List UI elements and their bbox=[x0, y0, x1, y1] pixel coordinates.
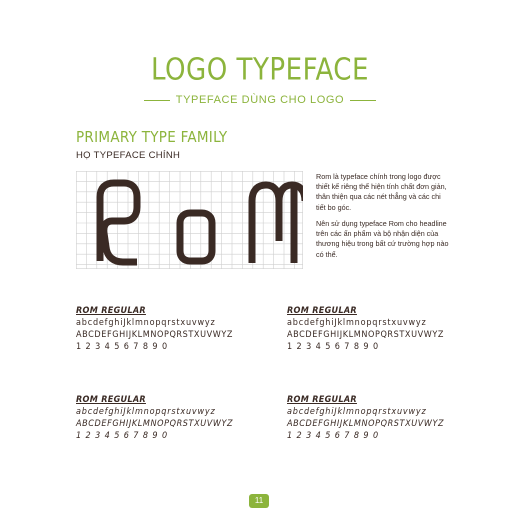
specimen-block-italic bbox=[76, 395, 236, 441]
specimen-uppercase: ABCDEFGHIJKLMNOPQRSTXUVWYZ bbox=[287, 330, 445, 340]
specimen-digits: 1234567890 bbox=[287, 431, 383, 441]
specimen-block-italic bbox=[287, 395, 447, 441]
specimen-uppercase: ABCDEFGHIJKLMNOPQRSTXUVWYZ bbox=[287, 419, 445, 429]
subtitle-rule-left bbox=[144, 100, 170, 101]
specimen-name: ROM REGULAR bbox=[76, 395, 146, 405]
specimen-uppercase: ABCDEFGHIJKLMNOPQRSTXUVWYZ bbox=[76, 330, 234, 340]
sample-word-text: RoM bbox=[76, 171, 79, 172]
subtitle-rule-right bbox=[350, 100, 376, 101]
logo-grid-specimen bbox=[76, 171, 303, 269]
specimen-lowercase: abcdefghiJklmnopqrstxuvwyz bbox=[287, 318, 427, 328]
specimen-name: ROM REGULAR bbox=[287, 395, 357, 405]
specimen-digits: 1234567890 bbox=[76, 431, 172, 441]
specimen-lowercase: abcdefghiJklmnopqrstxuvwyz bbox=[76, 407, 216, 417]
section-title: PRIMARY TYPE FAMILY bbox=[76, 128, 228, 146]
subtitle-row bbox=[0, 94, 520, 106]
description-paragraph-1: Rom là typeface chính trong logo được thiết kế riêng thể hiện tính chất đơn giản, thân thiện qua các nét thẳng và các chi tiết bo góc. bbox=[316, 172, 447, 212]
specimen-digits: 1234567890 bbox=[287, 342, 383, 352]
section-subtitle: HỌ TYPEFACE CHÍNH bbox=[76, 150, 181, 161]
specimen-digits: 1234567890 bbox=[76, 342, 172, 352]
specimen-uppercase: ABCDEFGHIJKLMNOPQRSTXUVWYZ bbox=[76, 419, 234, 429]
page-number-badge: 11 bbox=[249, 494, 269, 508]
description-paragraph-2: Nên sử dụng typeface Rom cho headline trên các ấn phẩm và bộ nhận diện của thương hiệu trong bất cứ trường hợp nào có thể. bbox=[316, 219, 449, 259]
specimen-block bbox=[287, 306, 447, 352]
specimen-name: ROM REGULAR bbox=[287, 306, 357, 316]
page-subtitle: TYPEFACE DÙNG CHO LOGO bbox=[175, 94, 345, 106]
specimen-block bbox=[76, 306, 236, 352]
specimen-lowercase: abcdefghiJklmnopqrstxuvwyz bbox=[76, 318, 216, 328]
specimen-lowercase: abcdefghiJklmnopqrstxuvwyz bbox=[287, 407, 427, 417]
page-title: LOGO TYPEFACE bbox=[150, 51, 370, 87]
specimen-name: ROM REGULAR bbox=[76, 306, 146, 316]
